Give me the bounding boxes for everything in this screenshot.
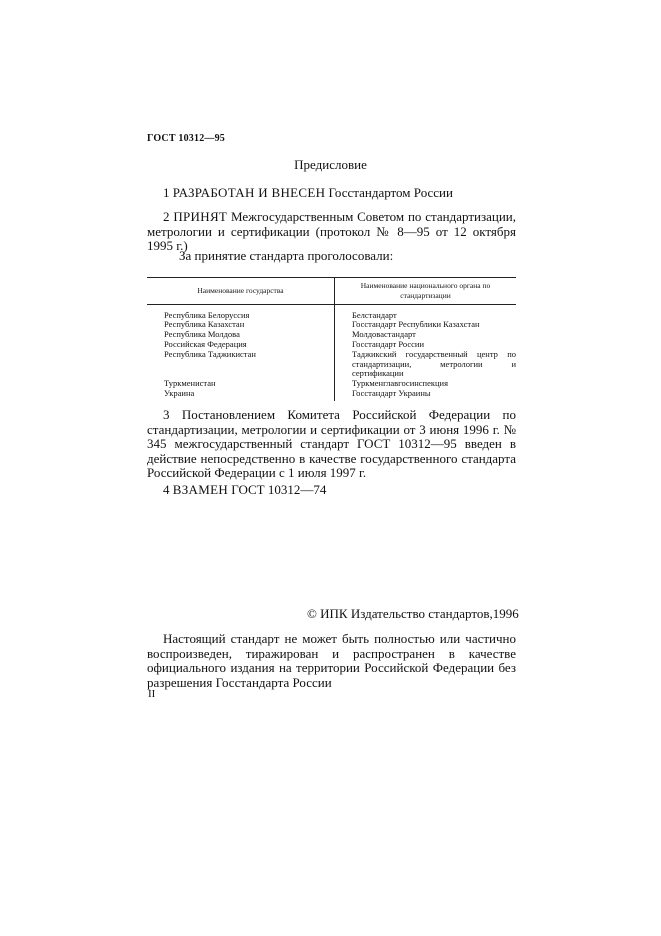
section-3-number: 3 [163, 407, 170, 422]
state-cell: Туркменистан [147, 379, 335, 389]
table-row [147, 304, 516, 320]
table-row [147, 350, 516, 379]
body-cell: Таджикский государственный центр по стандартизации, метрологии и сертификации [352, 348, 516, 379]
page-title: Предисловие [294, 157, 367, 172]
state-cell: Республика Белоруссия [147, 304, 335, 320]
reproduction-notice-text: Настоящий стандарт не может быть полностью или частично воспроизведен, тиражирован и распространен в качестве официального издания на территории Российской Федерации без разрешения Госстандарта России [147, 631, 516, 690]
copyright-line: © ИПК Издательство стандартов,1996 [307, 606, 519, 621]
section-2-text: Межгосударственным Советом по стандартизации, метрологии и сертификации (протокол № 8—95 от 12 октября 1995 г.) [147, 209, 516, 253]
section-4-text: ГОСТ 10312—74 [231, 482, 327, 497]
section-1-heading: РАЗРАБОТАН И ВНЕСЕН [172, 185, 326, 200]
column-header-state: Наименование государства [147, 278, 335, 305]
body-cell: Госстандарт Республики Казахстан [352, 319, 480, 330]
state-cell: Российская Федерация [147, 340, 335, 350]
body-cell: Госстандарт России [352, 338, 425, 349]
state-cell: Республика Таджикистан [147, 350, 335, 379]
section-3-text: Постановлением Комитета Российской Федерации по стандартизации, метрологии и сертификации от 3 июня 1996 г. № 345 межгосударственный стандарт ГОСТ 10312—95 введен в действие непосредственно в качестве государственного стандарта Российской Федерации с 1 июля 1997 г. [147, 407, 516, 480]
section-2-heading: ПРИНЯТ [173, 209, 228, 224]
member-states-table [147, 277, 516, 401]
body-cell: Госстандарт Украины [352, 387, 431, 398]
section-1 [147, 186, 516, 201]
body-cell: Туркменглавгосинспекция [352, 378, 449, 389]
table-row [147, 389, 516, 401]
body-cell: Молдовастандарт [352, 329, 416, 340]
section-1-text: Госстандартом России [328, 185, 453, 200]
section-1-number: 1 [163, 185, 170, 200]
body-cell: Белстандарт [352, 309, 397, 320]
section-4 [147, 483, 516, 498]
page-number: II [148, 688, 156, 700]
table-row [147, 379, 516, 389]
vote-intro: За принятие стандарта проголосовали: [179, 248, 394, 263]
section-4-number: 4 [163, 482, 170, 497]
section-2 [147, 210, 516, 254]
section-2-number: 2 [163, 209, 170, 224]
state-cell: Республика Казахстан [147, 320, 335, 330]
reproduction-notice [147, 632, 516, 690]
section-3 [147, 408, 516, 481]
section-4-heading: ВЗАМЕН [172, 482, 229, 497]
table-header-row [147, 278, 516, 305]
state-cell: Республика Молдова [147, 330, 335, 340]
state-cell: Украина [147, 389, 335, 401]
column-header-body: Наименование национального органа по стандартизации [335, 278, 517, 305]
document-code: ГОСТ 10312—95 [147, 133, 226, 144]
